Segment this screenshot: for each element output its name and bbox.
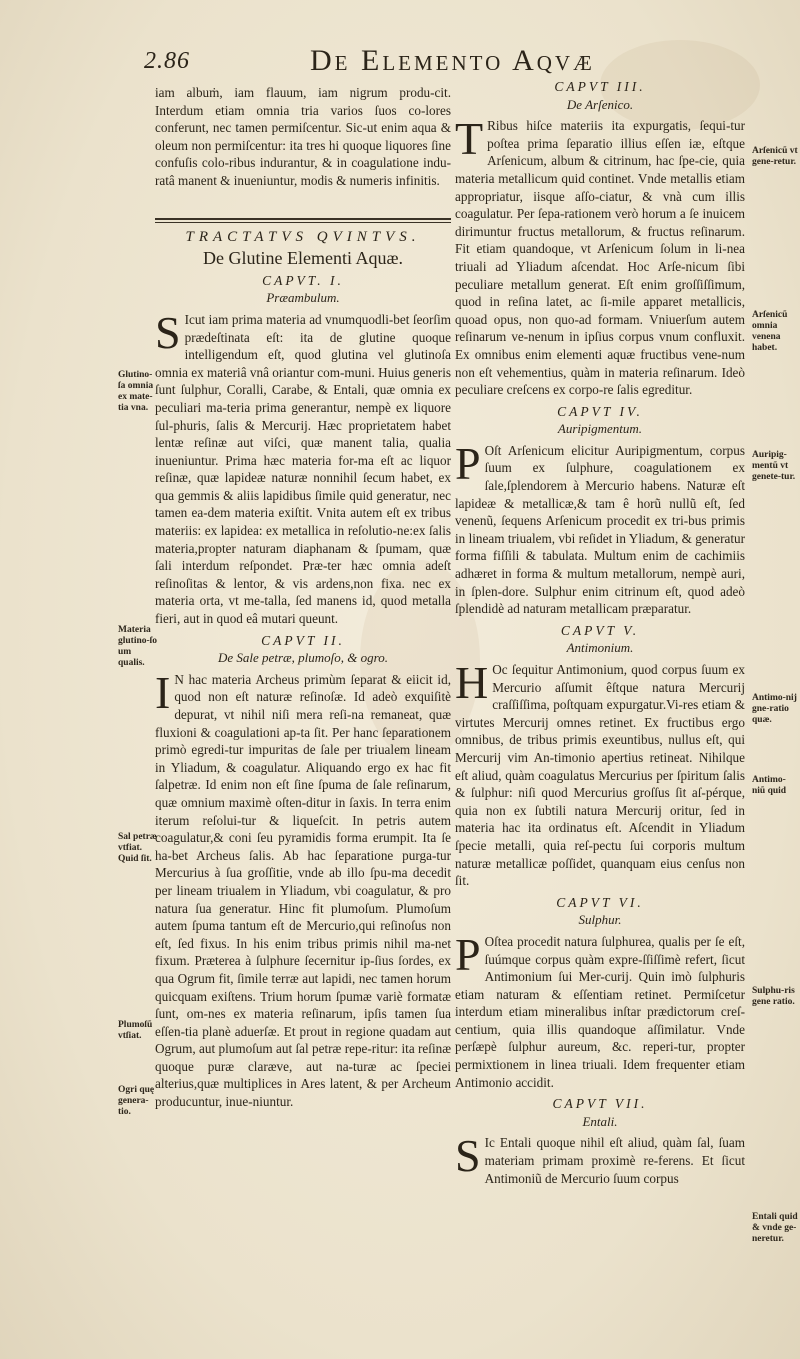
chapter-heading: CAPVT. I.: [262, 272, 344, 288]
page-header: [128, 34, 768, 77]
chapter-text: [455, 928, 745, 1091]
drop-cap: P: [455, 928, 481, 980]
chapter-heading: CAPVT V.: [560, 622, 640, 638]
margin-note: Sulphu-ris gene ratio.: [752, 986, 795, 1007]
margin-note: Plumoſũ vtſiat.: [118, 1020, 153, 1041]
right-column: [455, 74, 745, 1187]
chapter-body: Oſtea procedit natura ſulphurea, qualis per ſe eſt, ſuúmque corpus quàm expre-ſſiſſimè refert, ſicut Antimonium ſui Mer-curij. Quin imò ſulphuris etiam naturam & eſſentiam retinet. Permiſcetur interdum etiam mineralibus inſtar prædictorum creſ-centium, quia illis quandoque aſſimilatur. Vnde perſæpè ſulphur aureum, &c. reperi-tur, propter permixtionem in linea triuali. Idem frequenter etiam Antimonio accidit.: [455, 933, 745, 1090]
drop-cap: H: [455, 657, 489, 708]
page-number: 2.86: [144, 48, 190, 74]
chapter-subtitle: De Arſenico.: [566, 96, 634, 112]
chapter-text: [455, 113, 745, 399]
margin-note: Arſenicũ omnia venena habet.: [752, 310, 788, 353]
treatise-title: De Glutine Elementi Aquæ.: [203, 248, 403, 269]
margin-note: Entali quid & vnde ge-neretur.: [752, 1212, 798, 1244]
left-column: [155, 84, 451, 1111]
tractatus-heading: TRACTATVS QVINTVS.: [185, 228, 421, 245]
margin-note: Auripig-mentũ vt genete-tur.: [752, 450, 796, 482]
chapter-text: [155, 306, 451, 628]
chapter-subtitle: Sulphur.: [578, 912, 622, 928]
intro-paragraph: iam albuṁ, iam flauum, iam nigrum produ-cit. Interdum etiam omnia tria varios ſuos co-lores conferunt, nec tamen permiſcentur. Sic-ut enim aqua & oleum non permiſcentur: ita tres hi quoque liquores ſine confuſis colo-ribus indurantur, & in coagulatione indu-ratâ manent & inueniuntur, modis & numeris infinitis.: [155, 85, 451, 188]
chapter-text: [455, 1130, 745, 1187]
margin-note: Materia glutino-ſo um qualis.: [118, 625, 158, 668]
chapter-subtitle: Auripigmentum.: [557, 421, 643, 437]
drop-cap: P: [455, 437, 481, 489]
chapter-body: Ic Entali quoque nihil eſt aliud, quàm ſal, ſuam materiam primam proximè re-ferens. Et ſicut Antimoniũ de Mercurio ſuum corpus: [484, 1135, 745, 1186]
chapter-heading: CAPVT VI.: [556, 894, 644, 910]
drop-cap: I: [155, 666, 171, 718]
chapter-body: Icut iam prima materia ad vnumquodli-bet ſeorſim prædeſtinata eſt: ita de glutine quoque intelligendum eſt, quod glutina vel glutinoſa omnia ex materiâ vnâ oriantur com-muni. Huius generis ſunt ſulphur, Coralli, Carabe, & Entali, quæ omnia ex peculiari ma-teria prima generantur, nempè ex liquore ſul-phuris, ſalis & Mercurij. Hæc proprietatem habet lentæ reſinæ aut viſci, quæ manent talia, qualia inueniuntur. Prima hæc materia for-ma eſt ac liquor reſinæ, quæ lapideæ naturæ nonnihil ſecum habet, ex qua gemmis & aliis lapidibus ſimile quid generatur, nec tamen ea-dem materia exiſtit. Vnita autem eſt ex tribus materiis: ex lapidea: ex metallica in reſolutio-ne:ex ſalis materia,propter naturam diaphanam & ſpumam, quæ ſali interdum reſpondet. Præ-ter hæc omnia adeſt reſinoſitas & lentor, & vis ardens,non fixa. nec ex materia orta, vt me-talla, ſed manens id, quod metalla fieri, aut in quod eâ mutari queunt.: [155, 311, 451, 627]
chapter-heading: CAPVT II.: [261, 632, 345, 648]
chapter-heading: CAPVT VII.: [552, 1096, 648, 1112]
margin-note: Antimo-niũ quid: [752, 775, 787, 796]
drop-cap: T: [455, 113, 484, 165]
chapter-heading: CAPVT IV.: [557, 403, 643, 419]
chapter-body: Oc ſequitur Antimonium, quod corpus ſuum ex Mercurio aſſumit êſtque natura Mercurij craſſiſſima, poſtquam expurgatur.Vi-res etiam & virtutes Mercurij omnes retinet. Ex fructibus ergo omnibus, de tribus primis exeuntibus, nullus eſt, qui Mercurij vim An-timonio apertius retineat. Nihilque eſt aliud, quàm coagulatus Mercurius per ſpiritum ſalis & ſulphur: niſi quod Mercurius groſſus ſit aſ-pérque, quia non ex ſubtili natura Mercurij oritur, ſed in materia hac ita ordinatus eſt. Aſcendit in Yliadum ſpecie metalli, quia reſ-pectu ſui corporis multum naturæ metallicæ poſſidet, quanquam eius cenſus non ſit.: [455, 662, 745, 889]
margin-note: Sal petræ vtfiat. Quid ſit.: [118, 832, 157, 864]
drop-cap: S: [455, 1130, 481, 1182]
margin-note: Antimo-nij gne-ratio quæ.: [752, 693, 797, 725]
section-rule: [155, 218, 451, 223]
chapter-heading: CAPVT III.: [554, 79, 646, 94]
drop-cap: S: [155, 306, 181, 358]
chapter-subtitle: Præambulum.: [266, 290, 340, 306]
chapter-body: N hac materia Archeus primùm ſeparat & eiicit id, quod non eſt naturæ reſinoſæ. Id adeò exquiſitè depurat, vt nihil niſi mera reſi-na remaneat, quæ fluxioni & coagulationi ap-ta ſit. Per hanc ſeparationem primò egredi-tur impuritas de ſale per triualem lineam in Yliadum, & coagulatur. Aliquando ergo ex hac fit ſalpetræ. Id enim non eſt ſine ſpuma de ſale reſinarum, quæ omnium maximè oſten-ditur in ſaxis. In terra enim iterum reſolui-tur & liqueſcit. In petris autem coagulatur,& coni ſeu pyramidis forma erumpit. Ita ſe ha-bet Archeus ſalis. Ab hac ſeparatione purga-tur Mercurius à ſua groſſitie, vnde ab illo ſpu-ma decedit per lineam triualem in Yliadum, vbi coagulatur, & pro natura ſua generatur. Hinc fit plumoſum. Plumoſum autem ſpuma tantum eſt de Mercurio,qui reſinoſus non eſt, ſed fixus. In his enim tribus primis nihil ma-net fixum. Præterea à ſulphure ſecernitur ip-ſius ſordes, ex qua Ogrum fit, ſimile terræ aut lapidi, nec tamen horum quicquam exiſtens. Trium horum ſpumæ variè formatæ ſunt, om-nes ex materia reſinarum, ipſis tamen ſua eſſen-tia planè aduerſæ. Et prout in regione quadam aut Ogrum, aut plumoſum aut ſal petræ repe-ritur: ita reſinæ quoque puræ claræve, aut na-turæ ac ſpeciei alterius,quæ multiplices in Ares latent, & per Archeum producuntur, inue-niuntur.: [155, 671, 451, 1110]
margin-note: Glutino-ſa omnia ex mate-tia vna.: [118, 370, 154, 413]
chapter-subtitle: Antimonium.: [566, 640, 634, 656]
chapter-subtitle: Entali.: [582, 1113, 618, 1129]
chapter-text: [455, 437, 745, 618]
chapter-text: [455, 657, 745, 890]
chapter-text: [155, 666, 451, 1111]
margin-note: Ogri quę genera-tio.: [118, 1085, 155, 1117]
chapter-body: Ribus hiſce materiis ita expurgatis, ſequi-tur poſtea prima ſeparatio illius eſſen iæ, eſtque Arſenicum, album & citrinum, hac ſpe-cie, quia materia metallicum quid continet. Vnde metallis etiam appropriatur, iisque aſſo-ciatur, & vnà cum illis coagulatur. Per ſepa-rationem verò horum a ſe inuicem dirimuntur fructus metallorum, & fructus reſinarum. Fit etiam quandoque, vt Arſenicum ſolum in li-nea triuali ad Yliadum aſcendat. Hoc Arſe-nicum ſibi peculiare metallum generat. Eſt enim groſſiſſimum, quod in reſina latet, ac ſi-mile apparet metallicis, quoad opus, non quo-ad formam. Vniuerſum autem reſinarum ve-nenum in ipſius corpus vnum confluxit. Ex omnibus enim elementi aquæ fructibus vene-num non eſt vehementius, quàm in materia reſinarum. Ideò peculiare creſcens ex corpo-re ſalis egreditur.: [455, 118, 745, 398]
running-head: De Elemento Aqvæ: [310, 44, 595, 77]
margin-note: Arſenicũ vt gene-retur.: [752, 146, 798, 167]
chapter-body: Oſt Arſenicum elicitur Auripigmentum, corpus ſuum ex ſulphure, coagulationem ex ſale,ſplendorem à Mercurio habens. Naturæ eſt lapideæ & metallicæ,& tam ê horũ nullũ eſt, ſed venenũ, ſequens Arſenicum procedit ex tri-bus primis in lineam triualem, vbi reſidet in Yliadum, & generatur forma fiſſili & tabulata. Multum enim de cachimiis adhæret in forma & multum metallorum, nempè auri, in ſplen-dore. Sulphur enim citrinum eſt, quod adeò ſplendidè ad naturam metallicam præparatur.: [455, 442, 745, 617]
chapter-subtitle: De Sale petræ, plumoſo, & ogro.: [218, 650, 388, 666]
